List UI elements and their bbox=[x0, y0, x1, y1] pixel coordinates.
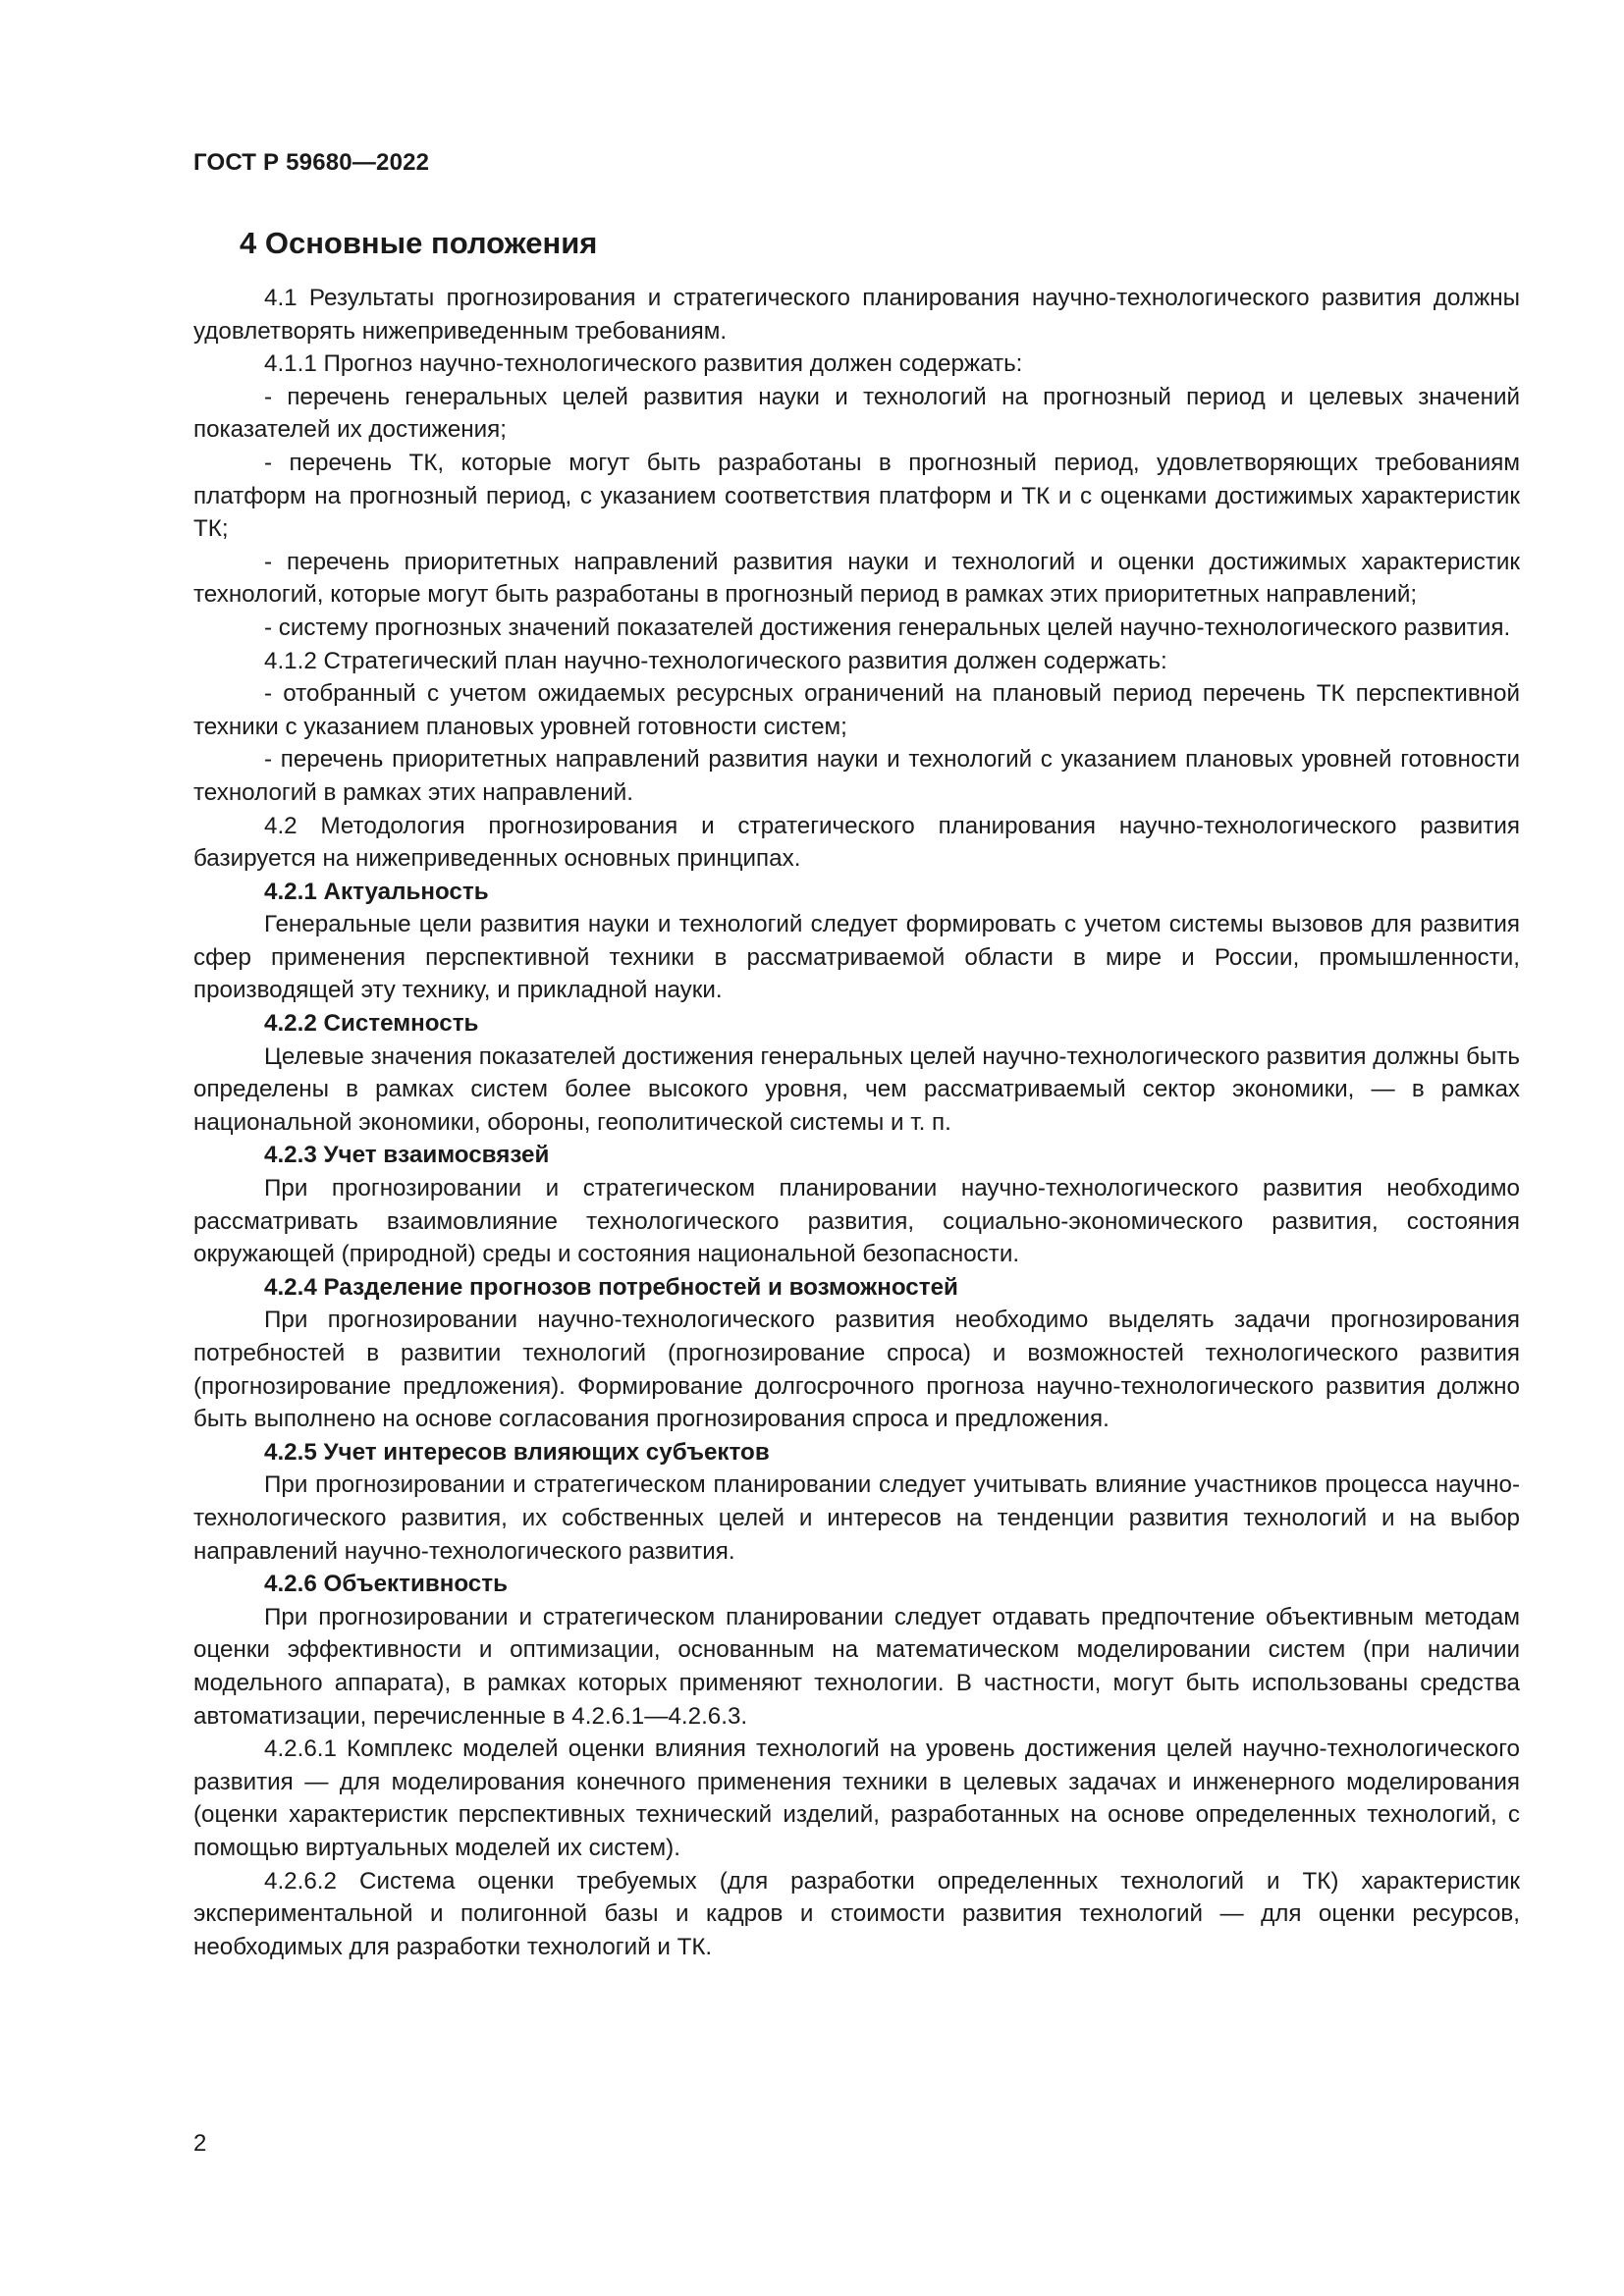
subsection-heading: 4.2.1 Актуальность bbox=[264, 878, 489, 905]
list-item: - перечень ТК, которые могут быть разработаны в прогнозный период, удовлетворяющих требованиям платформ на прогнозный период, с указанием соответствия платформ и ТК и с оценками достижимых характеристик ТК; bbox=[193, 449, 1520, 543]
paragraph: 4.1.2 Стратегический план научно-технологического развития должен содержать: bbox=[264, 647, 1167, 674]
paragraph: Генеральные цели развития науки и технологий следует формировать с учетом системы вызовов для развития сфер применения перспективной техники в рассматриваемой области в мире и России, промышленности, производящей эту технику, и прикладной науки. bbox=[193, 911, 1520, 1004]
subsection-heading: 4.2.4 Разделение прогнозов потребностей и возможностей bbox=[264, 1273, 958, 1301]
paragraph: 4.1.1 Прогноз научно-технологического развития должен содержать: bbox=[264, 350, 1023, 378]
document-header: ГОСТ Р 59680—2022 bbox=[193, 149, 430, 176]
subsection-heading: 4.2.6 Объективность bbox=[264, 1571, 508, 1598]
paragraph: При прогнозировании и стратегическом планировании научно-технологического развития необходимо рассматривать взаимовлияние технологического развития, социально-экономического развития, состояния окружающей (природной) среды и состояния национальной безопасности. bbox=[193, 1175, 1520, 1268]
paragraph: При прогнозировании и стратегическом планировании следует учитывать влияние участников процесса научно-технологического развития, их собственных целей и интересов на тенденции развития технологий и на выбор направлений научно-технологического развития. bbox=[193, 1471, 1520, 1565]
list-item: - систему прогнозных значений показателей достижения генеральных целей научно-технологического развития. bbox=[264, 614, 1511, 641]
paragraph: 4.2 Методология прогнозирования и стратегического планирования научно-технологического развития базируется на нижеприведенных основных принципах. bbox=[193, 812, 1520, 873]
paragraph: Целевые значения показателей достижения генеральных целей научно-технологического развития должны быть определены в рамках систем более высокого уровня, чем рассматриваемый сектор экономики, — в рамках национальной экономики, обороны, геополитической системы и т. п. bbox=[193, 1042, 1520, 1136]
paragraph: 4.2.6.2 Система оценки требуемых (для разработки определенных технологий и ТК) характеристик экспериментальной и полигонной базы и кадров и стоимости развития технологий — для оценки ресурсов, необходимых для разработки технологий и ТК. bbox=[193, 1867, 1520, 1960]
subsection-heading: 4.2.2 Системность bbox=[264, 1010, 479, 1038]
list-item: - перечень приоритетных направлений развития науки и технологий и оценки достижимых характеристик технологий, которые могут быть разработаны в прогнозный период в рамках этих приоритетных направлений; bbox=[193, 548, 1520, 609]
paragraph: При прогнозировании научно-технологического развития необходимо выделять задачи прогнозирования потребностей в развитии технологий (прогнозирование спроса) и возможностей технологического развития (прогнозирование предложения). Формирование долгосрочного прогноза научно-технологического развития должно быть выполнено на основе согласования прогнозирования спроса и предложения. bbox=[193, 1307, 1520, 1433]
subsection-heading: 4.2.5 Учет интересов влияющих субъектов bbox=[264, 1438, 770, 1466]
section-title: 4 Основные положения bbox=[240, 226, 598, 260]
page-number: 2 bbox=[193, 2130, 207, 2157]
list-item: - перечень приоритетных направлений развития науки и технологий с указанием плановых уровней готовности технологий в рамках этих направлений. bbox=[193, 746, 1520, 806]
subsection-heading: 4.2.3 Учет взаимосвязей bbox=[264, 1142, 550, 1169]
list-item: - отобранный с учетом ожидаемых ресурсных ограничений на плановый период перечень ТК перспективной техники с указанием плановых уровней готовности систем; bbox=[193, 680, 1520, 740]
paragraph: При прогнозировании и стратегическом планировании следует отдавать предпочтение объективным методам оценки эффективности и оптимизации, основанным на математическом моделировании систем (при наличии модельного аппарата), в рамках которых применяют технологии. В частности, могут быть использованы средства автоматизации, перечисленные в 4.2.6.1—4.2.6.3. bbox=[193, 1603, 1520, 1730]
list-item: - перечень генеральных целей развития науки и технологий на прогнозный период и целевых значений показателей их достижения; bbox=[193, 383, 1520, 444]
paragraph: 4.2.6.1 Комплекс моделей оценки влияния технологий на уровень достижения целей научно-технологического развития — для моделирования конечного применения техники в целевых задачах и инженерного моделирования (оценки характеристик перспективных технический изделий, разработанных на основе определенных технологий, с помощью виртуальных моделей их систем). bbox=[193, 1735, 1520, 1861]
paragraph: 4.1 Результаты прогнозирования и стратегического планирования научно-технологического развития должны удовлетворять нижеприведенным требованиям. bbox=[193, 285, 1520, 345]
document-body bbox=[193, 282, 1520, 1963]
